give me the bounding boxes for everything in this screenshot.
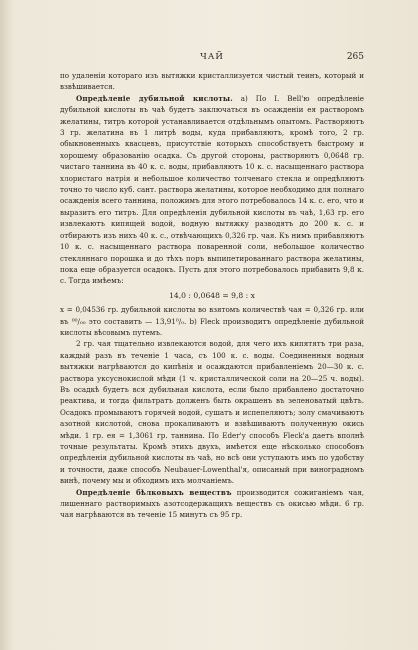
section-heading-proteins: Опредѣленiе бѣлковыхъ веществъ xyxy=(76,487,232,497)
paragraph-1: по удаленiи котораго изъ вытяжки кристаллизуется чистый теинъ, который и взвѣшивается. xyxy=(60,71,364,92)
section-heading-tannin: Опредѣленiе дубильной кислоты. xyxy=(76,93,233,103)
paragraph-2 xyxy=(60,93,364,287)
running-head: ЧАЙ xyxy=(200,52,224,62)
paragraph-3: x = 0,04536 гр. дубильной кислоты во взятомъ количествѣ чая = 0,326 гр. или въ ⁰⁰/₀₀ это составитъ — 13,91⁰/₀. b) Fleck производитъ опредѣленiе дубильной кислоты вѣсовымъ путемъ. xyxy=(60,305,364,337)
formula: 14,0 : 0,0648 = 9,8 : x xyxy=(169,290,255,300)
paragraph-5 xyxy=(60,487,364,521)
paragraph-2-text: а) По I. Bell'ю опредѣленiе дубильной кислоты въ чаѣ будетъ заключаться въ осажденiи ея растворомъ желатины, титръ которой устанавливается отдѣльнымъ опытомъ. Растворяютъ 3 гр. желатина въ 1 литрѣ воды, куда прибавляютъ, кромѣ того, 2 гр. обыкновенныхъ квасцевъ, присутствiе которыхъ способствуетъ быстрому и хорошему образованiю осадка. Съ другой стороны, растворяютъ 0,0648 гр. чистаго таннина въ 40 к. с. воды, прибавляютъ 10 к. с. насыщеннаго раствора хлористаго натрiя и небольшое количество толченаго стекла и опредѣляютъ точно то число куб. сант. раствора желатины, которое необходимо для полнаго осажденiя всего таннина, положимъ для этого потребовалось 14 к. с. его, что и выразитъ его титръ. Для опредѣленiя дубильной кислоты въ чаѣ, 1,63 гр. его извлекаютъ кипящей водой, водную вытяжку разводятъ до 200 к. с. и отбираютъ изъ нихъ 40 к. с., отвѣчающихъ 0,326 гр. чая. Къ нимъ прибавляютъ 10 к. с. насыщеннаго раствора поваренной соли, небольшое количество стекляннаго порошка и до тѣхъ поръ выпипетированнаго раствора желатины, пока еще образуется осадокъ. Пусть для этого потребовалось прибавить 9,8 к. с. Тогда имѣемъ: xyxy=(60,93,364,286)
body-text xyxy=(60,70,364,521)
paragraph-4: 2 гр. чая тщательно извлекаются водой, для чего ихъ кипятятъ три раза, каждый разъ въ теченiе 1 часа, съ 100 к. с. воды. Соединенныя водныя вытяжки нагрѣваются до кипѣнiя и осаждаются прибавленiемъ 20—30 к. с. раствора уксуснокислой мѣди (1 ч. кристаллической соли на 20—25 ч. воды). Въ осадкѣ будетъ вся дубильная кислота, если было прибавлено достаточно реактива, и тогда фильтратъ долженъ быть окрашенъ въ зеленоватый цвѣтъ. Осадокъ промываютъ горячей водой, сушатъ и испепеляютъ; золу смачиваютъ азотной кислотой, снова прокаливаютъ и взвѣшиваютъ полученную окись мѣди. 1 гр. ея = 1,3061 гр. таннина. По Eder'у способъ Fleck'а даетъ вполнѣ точные результаты. Кромѣ этихъ двухъ, имѣется еще нѣсколько способовъ опредѣленiя дубильной кислоты въ чаѣ, но всѣ они уступаютъ имъ по удобству и точности, даже способъ Neubauer-Lowenthal'я, описаный при виноградномъ винѣ, почему мы и обходимъ ихъ молчанiемъ. xyxy=(60,339,364,486)
page-number: 265 xyxy=(346,52,364,62)
page-header xyxy=(60,52,364,64)
paragraph-5-text: производится сожиганiемъ чая, лишеннаго растворимыхъ азотсодержащихъ веществъ съ окисью мѣди. 6 гр. чая нагрѣваются въ теченiе 15 минутъ съ 95 гр. xyxy=(60,487,365,520)
